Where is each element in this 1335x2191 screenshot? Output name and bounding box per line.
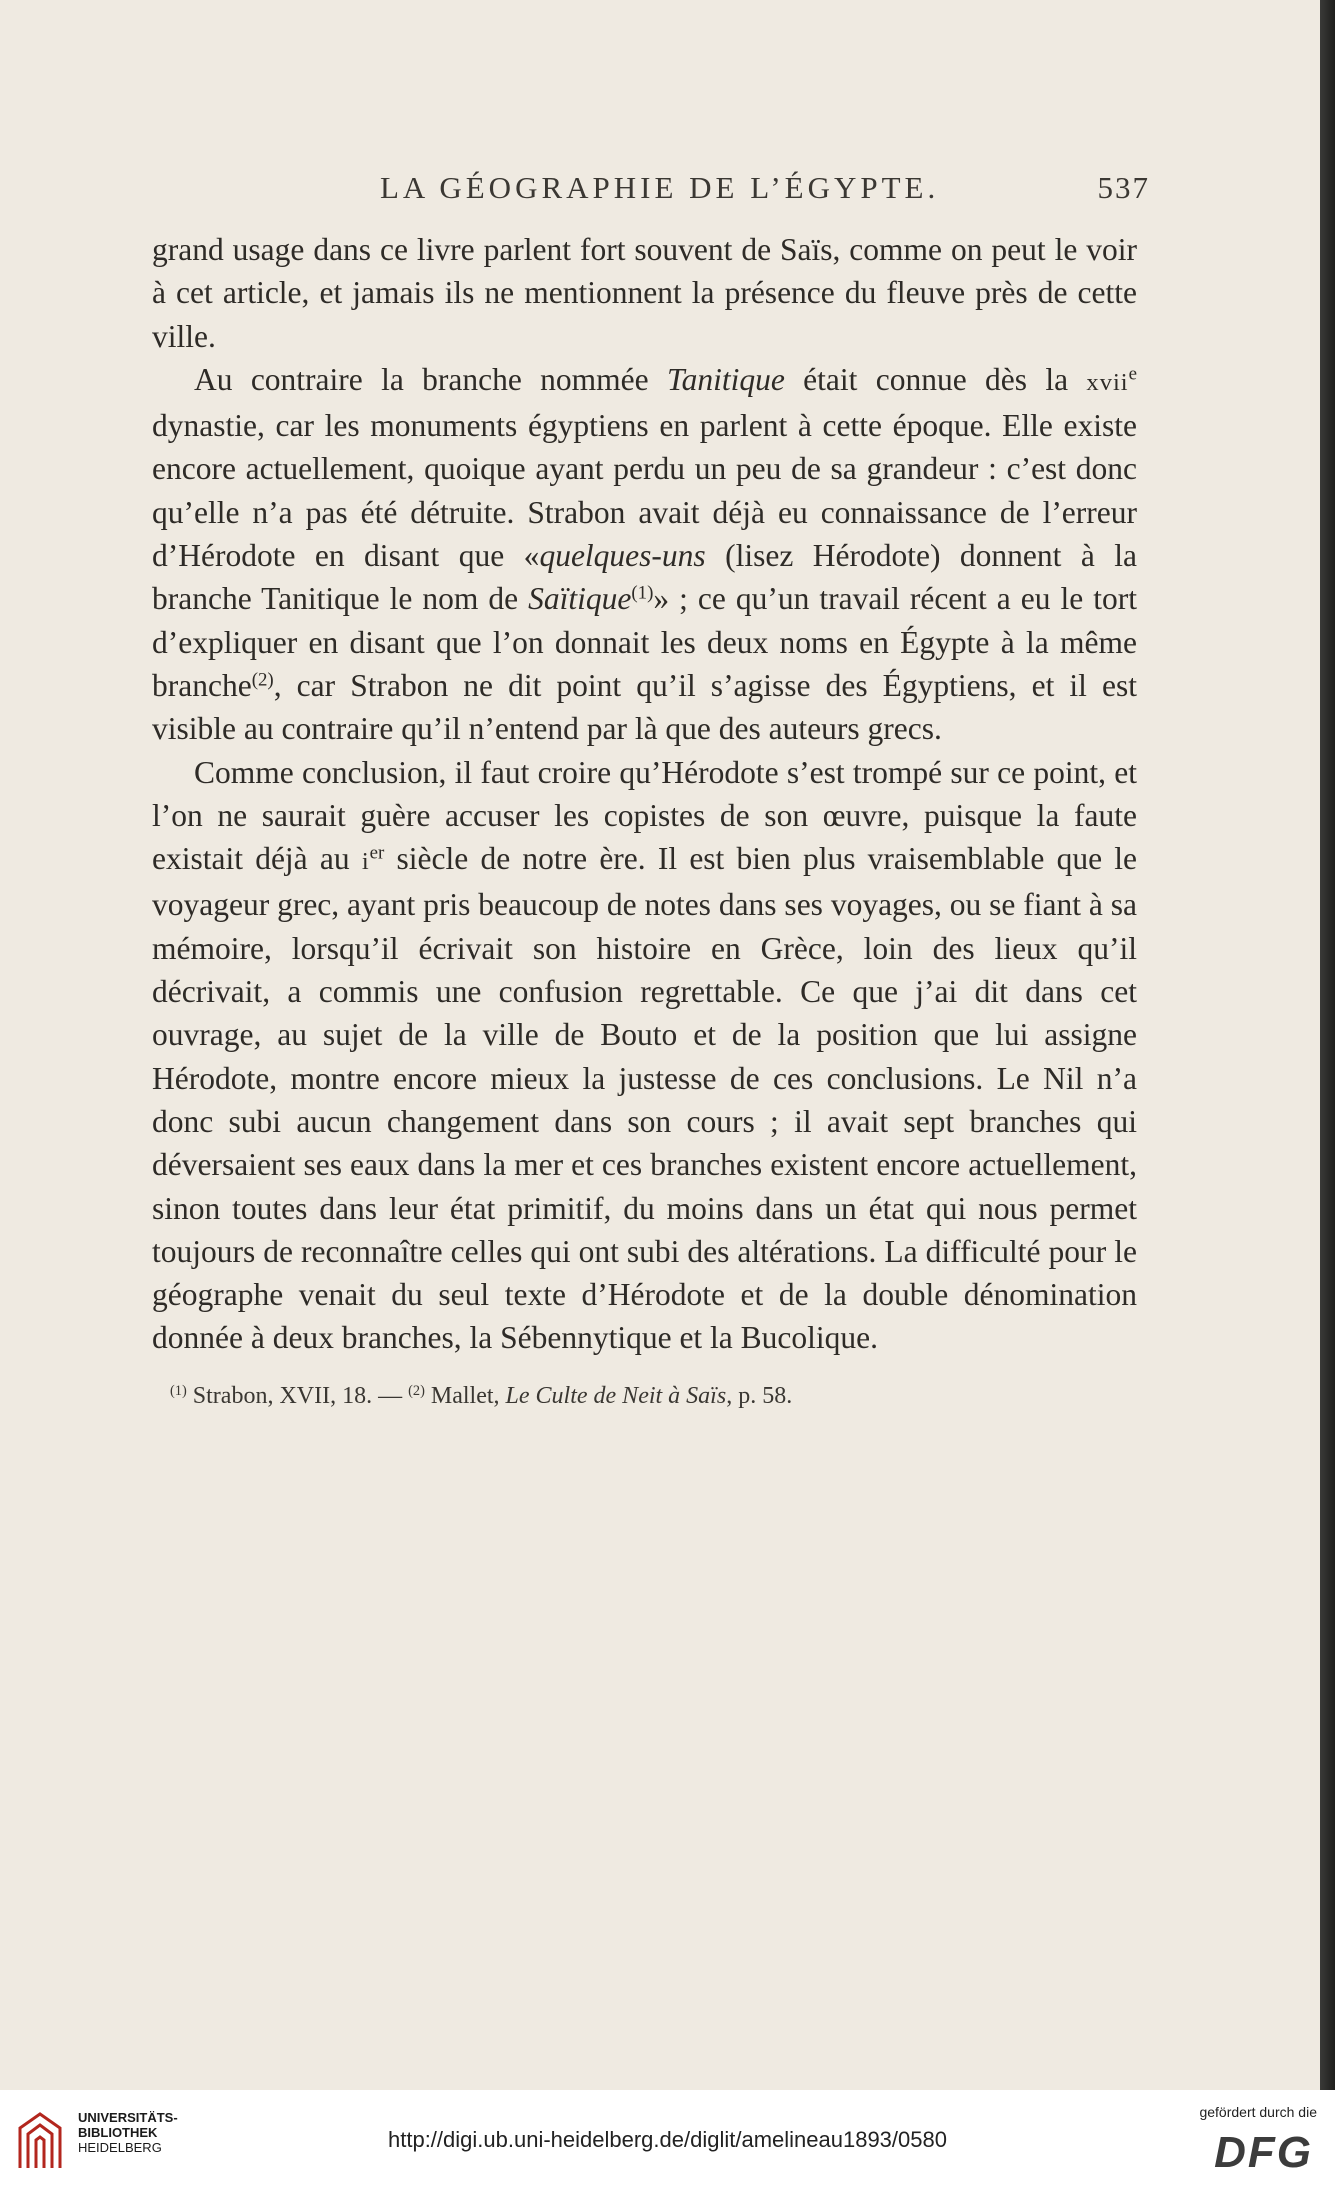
scan-edge-shadow <box>1320 0 1335 2090</box>
viewer-footer <box>0 2090 1335 2191</box>
paragraph-3 <box>152 751 1137 1360</box>
body-text <box>152 228 1137 1360</box>
century-numeral: i <box>361 848 370 876</box>
library-name-line-2: BIBLIOTHEK <box>78 2125 158 2140</box>
text-run: (lisez Hérodote) donnent à la branche Tanitique le nom de <box>152 538 1137 617</box>
page-number: 537 <box>1097 170 1150 205</box>
footnote-1-text: Strabon, XVII, 18. — <box>192 1383 409 1409</box>
paragraph-1 <box>152 228 1137 358</box>
permalink-url[interactable]: http://digi.ub.uni-heidelberg.de/diglit/amelineau1893/0580 <box>388 2127 947 2152</box>
text-run: Comme conclusion, il faut croire qu’Hérodote s’est trompé sur ce point, et l’on ne saurait guère accuser les copistes de son œuvre, puisque la faute existait déjà au <box>152 754 1137 877</box>
funder-label: gefördert durch die <box>1199 2104 1317 2120</box>
paragraph-1-text: grand usage dans ce livre parlent fort souvent de Saïs, comme on peut le voir à cet article, et jamais ils ne mentionnent la présence du fleuve près de cette ville. <box>152 232 1137 354</box>
paragraph-2 <box>152 358 1137 751</box>
footnote-ref-1[interactable]: (1) <box>631 582 654 604</box>
text-run: Au contraire la branche nommée <box>194 361 667 397</box>
footnotes <box>152 1380 1137 1412</box>
dynasty-superscript: e <box>1128 363 1138 385</box>
text-run: était connue dès la <box>784 361 1087 397</box>
italic-term-tanitique: Tanitique <box>666 361 785 397</box>
text-run: dynastie, car les monuments égyptiens en parlent à cette époque. Elle existe encore actuellement, quoique ayant perdu un peu de sa grandeur : c’est donc qu’elle n’a pas été détruite. Strabon avait déjà eu connaissance de l’erreur d’Hérodote en disant que « <box>152 408 1137 574</box>
library-name-line-1: UNIVERSITÄTS- <box>78 2110 178 2125</box>
text-run: » ; ce qu’un travail récent a eu le tort d’expliquer en disant que l’on donnait les deux noms en Égypte à la même branche <box>152 581 1137 703</box>
footnote-line <box>152 1380 1137 1412</box>
dynasty-numeral: xvii <box>1086 368 1129 396</box>
italic-quote: quelques-uns <box>539 538 706 574</box>
footnote-ref-2[interactable]: (2) <box>251 669 274 691</box>
text-run: siècle de notre ère. Il est bien plus vraisemblable que le voyageur grec, ayant pris beaucoup de notes dans ses voyages, ou se fiant à sa mémoire, lorsqu’il écrivait son histoire en Grèce, loin des lieux qu’il décrivait, a commis une confusion regrettable. Ce que j’ai dit dans cet ouvrage, au sujet de la ville de Bouto et de la position que lui assigne Hérodote, montre encore mieux la justesse de ces conclusions. Le Nil n’a donc subi aucun changement dans son cours ; il avait sept branches qui déversaient ses eaux dans la mer et ces branches existent encore actuellement, sinon toutes dans leur état primitif, du moins dans un état qui nous permet toujours de reconnaître celles qui ont subi des altérations. La difficulté pour le géographe venait du seul texte d’Hérodote et de la double dénomination donnée à deux branches, la Sébennytique et la Bucolique. <box>152 841 1137 1356</box>
library-name-line-3: HEIDELBERG <box>78 2140 162 2155</box>
running-head-title: LA GÉOGRAPHIE DE L’ÉGYPTE. <box>380 170 940 205</box>
footnote-2-title: Le Culte de Neit à Saïs <box>505 1383 727 1409</box>
footnote-mark-2: (2) <box>408 1383 425 1400</box>
dfg-logo[interactable]: DFG <box>1214 2128 1313 2177</box>
italic-term-saitique: Saïtique <box>528 581 632 617</box>
footnote-2-author: Mallet, <box>430 1383 506 1409</box>
footnote-2-page: , p. 58. <box>726 1383 793 1409</box>
century-superscript: er <box>369 842 385 864</box>
footnote-mark-1: (1) <box>170 1383 187 1400</box>
text-run: , car Strabon ne dit point qu’il s’agisse des Égyptiens, et il est visible au contraire qu’il n’entend par là que des auteurs grecs. <box>152 667 1137 747</box>
